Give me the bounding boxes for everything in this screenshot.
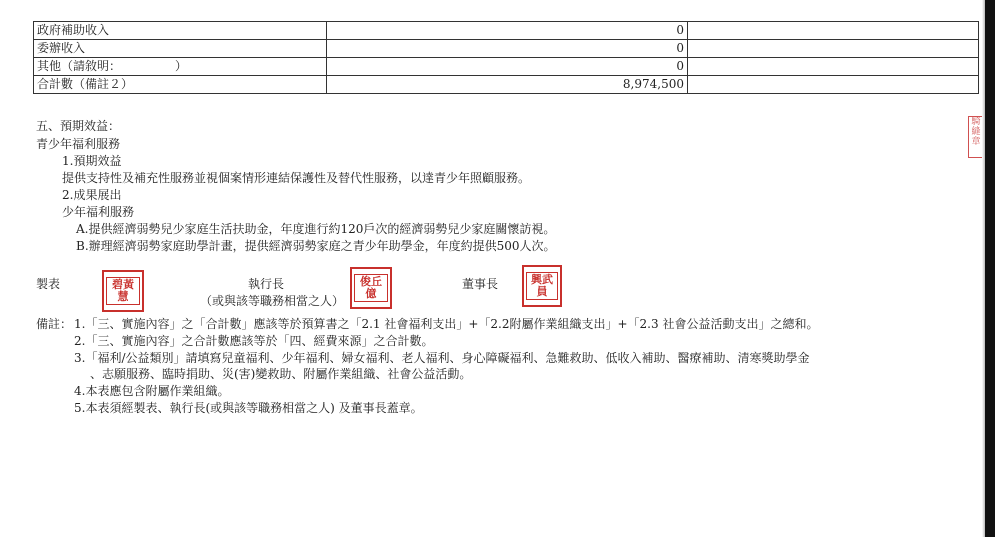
row-amount: 0 — [327, 22, 688, 40]
item2-subtitle: 少年福利服務 — [62, 205, 135, 219]
item2-point-a: A.提供經濟弱勢兒少家庭生活扶助金，年度進行約120戶次的經濟弱勢兒少家庭關懷訪視。 — [76, 222, 556, 236]
row-blank — [688, 40, 979, 58]
table-row — [34, 76, 979, 94]
side-seal: 騎縫章 — [968, 116, 984, 158]
section-heading: 五、預期效益： — [36, 119, 121, 133]
maker-seal-text: 碧黃慧 — [106, 277, 140, 305]
table-row — [34, 22, 979, 40]
table-row — [34, 40, 979, 58]
row-blank — [688, 76, 979, 94]
exec-label: 執行長 — [248, 277, 285, 291]
note-4: 4.本表應包含附屬作業組織。 — [74, 384, 230, 398]
note-3a: 3.「福利/公益類別」請填寫兒童福利、少年福利、婦女福利、老人福利、身心障礙福利、急難救助、低收入補助、醫療補助、清寒獎助學金 — [74, 351, 810, 365]
maker-label: 製表 — [36, 277, 61, 291]
exec-sublabel: （或與該等職務相當之人） — [200, 294, 345, 308]
table-row — [34, 58, 979, 76]
row-label: 政府補助收入 — [34, 22, 327, 40]
row-blank — [688, 22, 979, 40]
chair-seal — [522, 265, 562, 307]
row-amount: 0 — [327, 58, 688, 76]
item1-text: 提供支持性及補充性服務並視個案情形連結保護性及替代性服務，以達青少年照顧服務。 — [62, 171, 531, 185]
income-table — [33, 21, 979, 94]
note-1: 1.「三、實施內容」之「合計數」應該等於預算書之「2.1 社會福利支出」+「2.2附屬作業組織支出」+「2.3 社會公益活動支出」之總和。 — [74, 317, 819, 331]
row-amount: 8,974,500 — [327, 76, 688, 94]
note-5: 5.本表須經製表、執行長(或與該等職務相當之人) 及董事長蓋章。 — [74, 401, 423, 415]
note-2: 2.「三、實施內容」之合計數應該等於「四、經費來源」之合計數。 — [74, 334, 434, 348]
category-title: 青少年福利服務 — [36, 137, 121, 151]
item1-title: 1.預期效益 — [62, 154, 122, 168]
exec-seal — [350, 267, 392, 309]
row-label: 委辦收入 — [34, 40, 327, 58]
row-blank — [688, 58, 979, 76]
viewer-scrollbar[interactable] — [985, 0, 995, 537]
item2-title: 2.成果展出 — [62, 188, 122, 202]
row-label: 合計數（備註２） — [34, 76, 327, 94]
notes-prefix: 備註： — [36, 317, 73, 331]
row-label: 其他（請敘明： ） — [34, 58, 327, 76]
row-amount: 0 — [327, 40, 688, 58]
maker-seal — [102, 270, 144, 312]
chair-seal-text: 興武員 — [526, 272, 558, 300]
exec-seal-text: 俊丘億 — [354, 274, 388, 302]
item2-point-b: B.辦理經濟弱勢家庭助學計畫，提供經濟弱勢家庭之青少年助學金，年度約提供500人次。 — [76, 239, 556, 253]
note-3b: 、志願服務、臨時捐助、災(害)變救助、附屬作業組織、社會公益活動。 — [90, 367, 472, 381]
chair-label: 董事長 — [462, 277, 499, 291]
